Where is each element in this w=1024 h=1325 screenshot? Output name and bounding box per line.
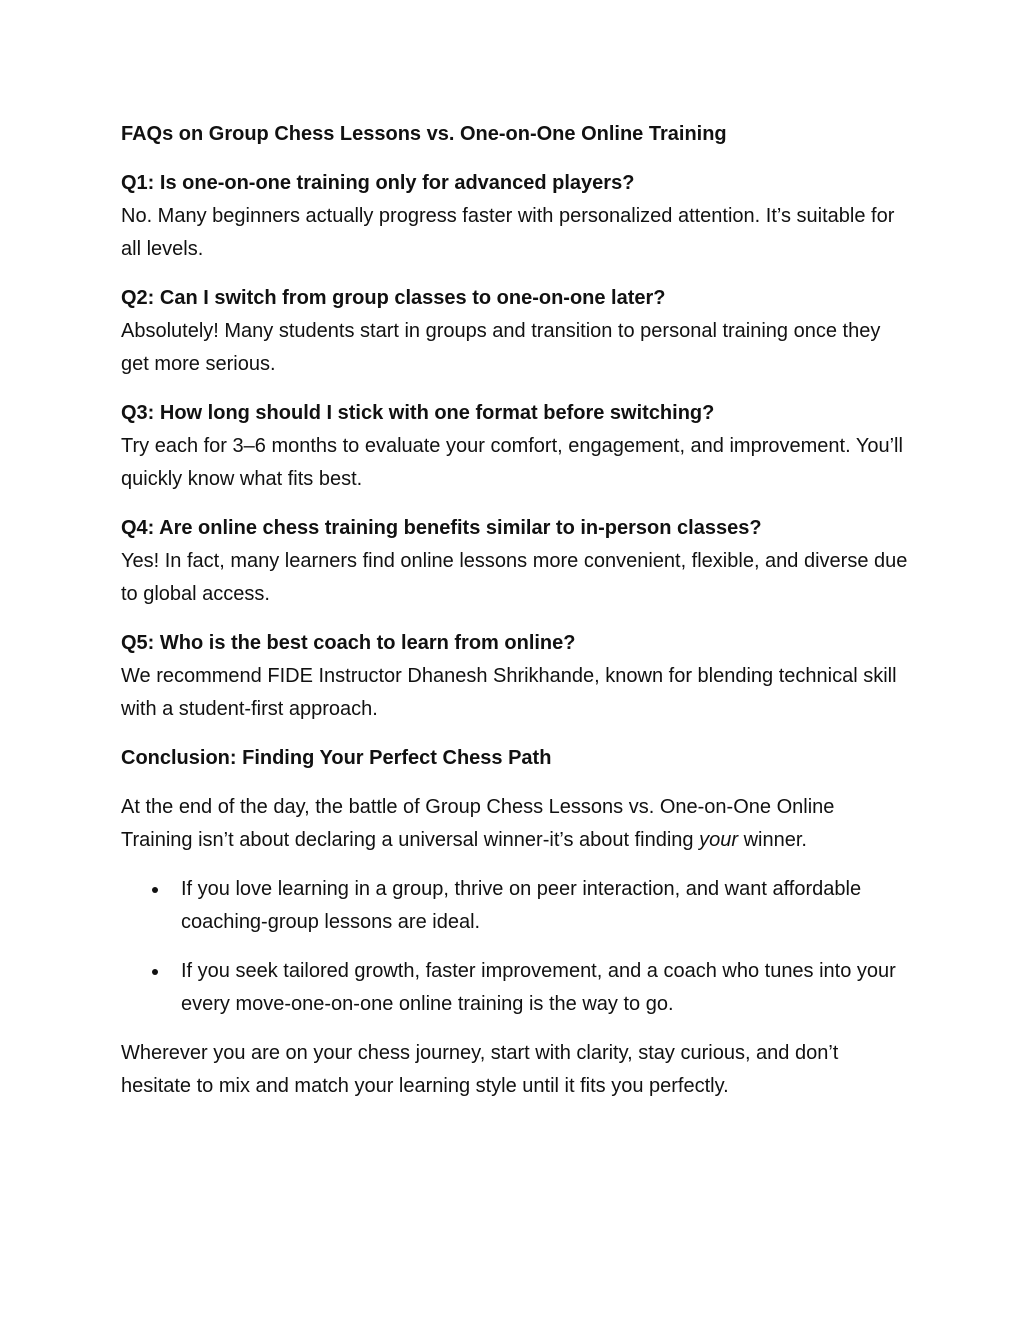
faq-answer: We recommend FIDE Instructor Dhanesh Shrikhande, known for blending technical skill with a student-first approach. xyxy=(121,665,897,720)
bullet-item-group xyxy=(181,873,911,939)
conclusion-intro-emphasis: your xyxy=(699,829,739,851)
document-page xyxy=(121,118,911,1119)
faq-answer: Try each for 3–6 months to evaluate your comfort, engagement, and improvement. You’ll quickly know what fits best. xyxy=(121,435,903,490)
faq-question: Q2: Can I switch from group classes to one-on-one later? xyxy=(121,287,666,309)
bullet-icon xyxy=(152,969,158,975)
faq-question: Q5: Who is the best coach to learn from online? xyxy=(121,632,576,654)
faq-answer: Absolutely! Many students start in groups and transition to personal training once they get more serious. xyxy=(121,320,881,375)
bullet-icon xyxy=(152,887,158,893)
conclusion-intro-end: winner. xyxy=(738,829,807,851)
faq-question: Q1: Is one-on-one training only for advanced players? xyxy=(121,172,635,194)
faq-item-q4 xyxy=(121,512,911,611)
bullet-item-one-on-one xyxy=(181,955,911,1021)
faq-answer: Yes! In fact, many learners find online lessons more convenient, flexible, and diverse due to global access. xyxy=(121,550,908,605)
page-title: FAQs on Group Chess Lessons vs. One-on-One Online Training xyxy=(121,123,727,145)
faq-question: Q3: How long should I stick with one format before switching? xyxy=(121,402,715,424)
conclusion-intro xyxy=(121,791,911,857)
faq-item-q1 xyxy=(121,167,911,266)
faq-item-q3 xyxy=(121,397,911,496)
bullet-text: If you love learning in a group, thrive on peer interaction, and want affordable coaching-group lessons are ideal. xyxy=(181,878,862,933)
faq-item-q2 xyxy=(121,282,911,381)
conclusion-heading: Conclusion: Finding Your Perfect Chess Path xyxy=(121,747,552,769)
conclusion-intro-text: At the end of the day, the battle of Group Chess Lessons vs. One-on-One Online Training isn’t about declaring a universal winner-it’s about finding xyxy=(121,796,835,851)
bullet-text: If you seek tailored growth, faster improvement, and a coach who tunes into your every move-one-on-one online training is the way to go. xyxy=(181,960,896,1015)
faq-answer: No. Many beginners actually progress faster with personalized attention. It’s suitable for all levels. xyxy=(121,205,895,260)
conclusion-bullet-list xyxy=(121,873,911,1021)
faq-question: Q4: Are online chess training benefits similar to in-person classes? xyxy=(121,517,762,539)
faq-item-q5 xyxy=(121,627,911,726)
conclusion-closing: Wherever you are on your chess journey, start with clarity, stay curious, and don’t hesitate to mix and match your learning style until it fits you perfectly. xyxy=(121,1042,839,1097)
